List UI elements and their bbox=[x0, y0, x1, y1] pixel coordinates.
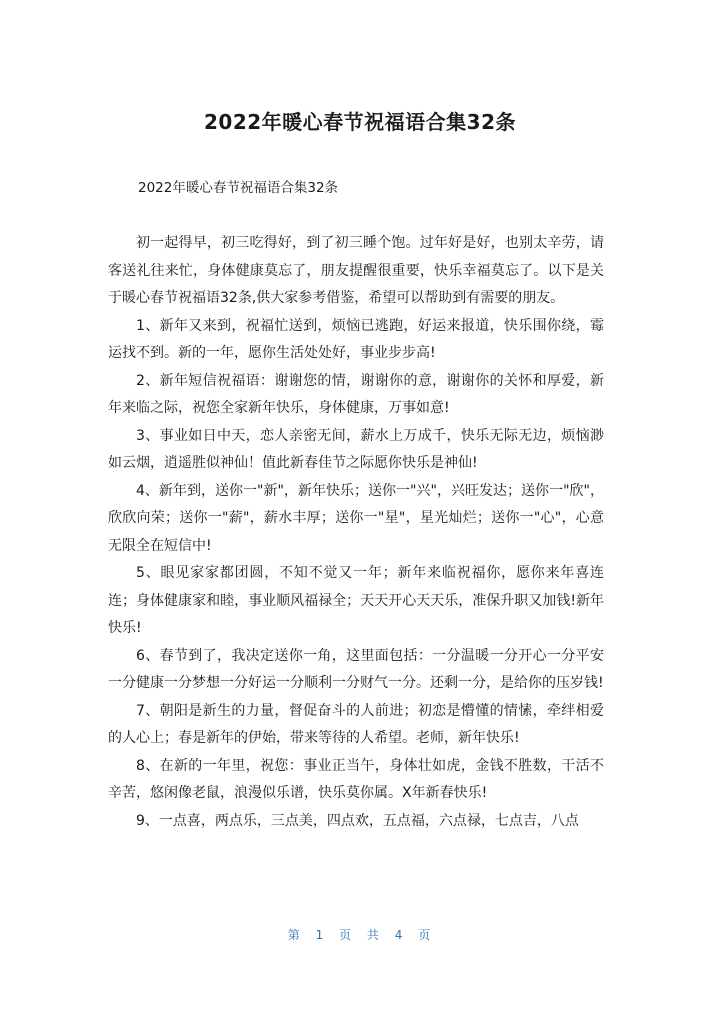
intro-paragraph: 初一起得早，初三吃得好，到了初三睡个饱。过年好是好，也别太辛劳，请客送礼往来忙，身体健康莫忘了，朋友提醒很重要，快乐幸福莫忘了。以下是关于暖心春节祝福语32条,供大家参考借鉴，希望可以帮助到有需要的朋友。 bbox=[108, 235, 604, 306]
blessing-paragraph: 4、新年到，送你一"新"，新年快乐；送你一"兴"，兴旺发达；送你一"欣"，欣欣向荣；送你一"薪"，薪水丰厚；送你一"星"，星光灿烂；送你一"心"，心意无限全在短信中! bbox=[108, 482, 604, 554]
footer-gong: 共 bbox=[366, 928, 381, 942]
document-body bbox=[108, 230, 604, 835]
blessing-paragraph: 3、事业如日中天，恋人亲密无间，薪水上万成千，快乐无际无边，烦恼渺如云烟，逍遥胜似神仙！值此新春佳节之际愿你快乐是神仙! bbox=[108, 427, 604, 471]
footer-ye: 页 bbox=[339, 928, 354, 942]
document-subtitle: 2022年暖心春节祝福语合集32条 bbox=[138, 180, 339, 196]
blessing-paragraph: 9、一点喜，两点乐，三点美，四点欢，五点福，六点禄，七点吉，八点 bbox=[136, 812, 579, 829]
document-title: 2022年暖心春节祝福语合集32条 bbox=[204, 110, 516, 134]
page-footer bbox=[0, 926, 720, 943]
blessing-paragraph: 7、朝阳是新生的力量，督促奋斗的人前进；初恋是懵懂的情愫，牵绊相爱的人心上；春是新年的伊始，带来等待的人希望。老师，新年快乐! bbox=[108, 702, 604, 746]
blessing-paragraph: 2、新年短信祝福语：谢谢您的情，谢谢你的意，谢谢你的关怀和厚爱，新年来临之际，祝您全家新年快乐，身体健康，万事如意! bbox=[108, 372, 604, 416]
blessing-paragraph: 5、眼见家家都团圆，不知不觉又一年；新年来临祝福你，愿你来年喜连连；身体健康家和睦，事业顺风福禄全；天天开心天天乐，准保升职又加钱!新年快乐! bbox=[108, 565, 604, 636]
blessing-paragraph: 6、春节到了，我决定送你一角，这里面包括：一分温暖一分开心一分平安一分健康一分梦想一分好运一分顺利一分财气一分。还剩一分，是给你的压岁钱! bbox=[108, 647, 604, 691]
footer-di: 第 bbox=[287, 928, 302, 942]
blessing-paragraph: 1、新年又来到，祝福忙送到，烦恼已逃跑，好运来报道，快乐围你绕，霉运找不到。新的一年，愿你生活处处好，事业步步高! bbox=[108, 317, 604, 361]
footer-page-number: 1 bbox=[315, 928, 326, 942]
footer-total-pages: 4 bbox=[394, 928, 405, 942]
blessing-paragraph: 8、在新的一年里，祝您：事业正当午，身体壮如虎，金钱不胜数，干活不辛苦，悠闲像老鼠，浪漫似乐谱，快乐莫你属。X年新春快乐! bbox=[108, 757, 604, 801]
footer-ye2: 页 bbox=[418, 928, 433, 942]
